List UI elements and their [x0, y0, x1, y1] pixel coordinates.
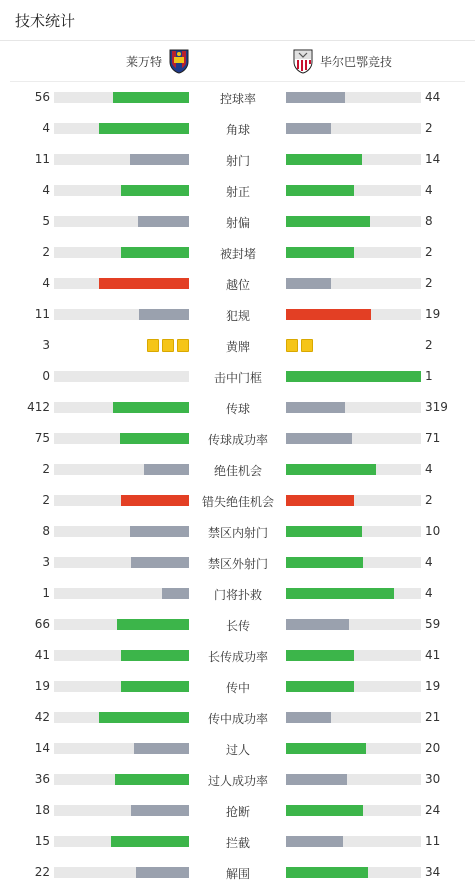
home-stat-bar — [54, 154, 189, 165]
away-stat-bar-fill — [286, 92, 345, 103]
home-stat-bar — [54, 185, 189, 196]
away-stat-bar — [286, 836, 421, 847]
stat-row — [0, 394, 475, 425]
away-stat-bar-fill — [286, 216, 370, 227]
home-stat-value: 19 — [34, 679, 50, 693]
stat-label: 传中成功率 — [207, 712, 268, 726]
home-stat-bar-fill — [121, 681, 189, 692]
stat-row — [0, 115, 475, 146]
yellow-card-icon — [301, 339, 313, 352]
stat-label: 门将扑救 — [213, 588, 262, 602]
home-stat-bar — [54, 402, 189, 413]
away-stat-bar — [286, 774, 421, 785]
home-stat-bar — [54, 619, 189, 630]
home-stat-bar-fill — [111, 836, 189, 847]
home-stat-value: 56 — [34, 90, 50, 104]
home-stat-bar-fill — [134, 743, 189, 754]
page-title: 技术统计 — [15, 12, 76, 30]
stat-label: 角球 — [225, 123, 250, 137]
home-stat-value: 36 — [34, 772, 50, 786]
away-stat-value: 44 — [425, 90, 441, 104]
away-stat-bar — [286, 247, 421, 258]
stat-label: 黄牌 — [225, 340, 250, 354]
away-stat-value: 4 — [425, 183, 433, 197]
stat-label: 控球率 — [219, 92, 256, 106]
away-stat-value: 21 — [425, 710, 441, 724]
stat-row — [0, 859, 475, 890]
athletic-bilbao-crest-icon — [292, 48, 314, 74]
away-stat-bar — [286, 805, 421, 816]
home-stat-bar-fill — [113, 402, 189, 413]
home-stat-bar — [54, 371, 189, 382]
stat-row — [0, 239, 475, 270]
away-stat-bar-fill — [286, 805, 363, 816]
stat-label: 禁区外射门 — [207, 557, 268, 571]
stat-label: 绝佳机会 — [213, 464, 262, 478]
home-stat-bar — [54, 805, 189, 816]
stat-row — [0, 456, 475, 487]
home-stat-value: 412 — [27, 400, 50, 414]
away-stat-value: 71 — [425, 431, 441, 445]
stat-label: 长传成功率 — [207, 650, 268, 664]
away-stat-value: 4 — [425, 462, 433, 476]
away-stat-value: 41 — [425, 648, 441, 662]
away-stat-bar-fill — [286, 526, 362, 537]
home-stat-value: 2 — [42, 245, 50, 259]
home-stat-bar-fill — [113, 92, 189, 103]
away-stat-bar — [286, 712, 421, 723]
away-stat-bar — [286, 216, 421, 227]
away-stat-bar-fill — [286, 185, 354, 196]
home-stat-value: 0 — [42, 369, 50, 383]
stat-row — [0, 518, 475, 549]
stat-row — [0, 146, 475, 177]
home-stat-bar — [54, 92, 189, 103]
yellow-card-icon — [177, 339, 189, 352]
stat-row — [0, 487, 475, 518]
away-stat-bar-fill — [286, 154, 362, 165]
away-stat-value: 30 — [425, 772, 441, 786]
home-stat-bar — [54, 247, 189, 258]
away-stat-bar-fill — [286, 123, 331, 134]
home-stat-bar-fill — [121, 247, 189, 258]
stat-label: 击中门框 — [213, 371, 262, 385]
stat-row — [0, 270, 475, 301]
stat-label: 射正 — [225, 185, 250, 199]
away-stat-bar-fill — [286, 681, 354, 692]
stat-row — [0, 611, 475, 642]
away-stat-value: 59 — [425, 617, 441, 631]
home-stat-bar — [54, 588, 189, 599]
home-stat-bar-fill — [139, 309, 189, 320]
away-stat-value: 11 — [425, 834, 441, 848]
home-stat-value: 66 — [34, 617, 50, 631]
home-stat-bar — [54, 495, 189, 506]
stat-label: 传球成功率 — [207, 433, 268, 447]
home-stat-bar — [54, 557, 189, 568]
stat-label: 拦截 — [225, 836, 250, 850]
home-stat-bar — [54, 433, 189, 444]
home-stat-bar-fill — [115, 774, 189, 785]
away-stat-bar — [286, 650, 421, 661]
away-stat-bar-fill — [286, 402, 345, 413]
stat-row — [0, 642, 475, 673]
home-stat-value: 3 — [42, 555, 50, 569]
home-stat-value: 4 — [42, 121, 50, 135]
away-stat-bar-fill — [286, 774, 347, 785]
stat-row — [0, 797, 475, 828]
home-stat-bar — [54, 836, 189, 847]
home-stat-bar-fill — [99, 712, 189, 723]
away-team[interactable] — [292, 47, 392, 75]
away-stat-bar-fill — [286, 650, 354, 661]
away-stat-value: 2 — [425, 338, 433, 352]
home-stat-value: 11 — [34, 307, 50, 321]
away-stat-value: 20 — [425, 741, 441, 755]
away-stat-value: 19 — [425, 307, 441, 321]
stat-row — [0, 177, 475, 208]
home-stat-value: 1 — [42, 586, 50, 600]
away-stat-value: 34 — [425, 865, 441, 879]
stat-row — [0, 301, 475, 332]
home-stat-value: 41 — [34, 648, 50, 662]
away-stat-value: 2 — [425, 245, 433, 259]
away-stat-bar — [286, 154, 421, 165]
away-stat-bar-fill — [286, 247, 354, 258]
away-stat-bar-fill — [286, 464, 376, 475]
away-stat-bar-fill — [286, 867, 368, 878]
home-stat-bar — [54, 309, 189, 320]
stat-row — [0, 425, 475, 456]
home-stat-bar-fill — [130, 154, 189, 165]
stat-row — [0, 332, 475, 363]
home-stat-value: 18 — [34, 803, 50, 817]
home-stat-value: 11 — [34, 152, 50, 166]
away-stat-bar-fill — [286, 712, 331, 723]
home-yellow-cards — [147, 339, 189, 352]
home-stat-bar — [54, 526, 189, 537]
home-stat-bar — [54, 774, 189, 785]
title-divider — [0, 40, 475, 41]
stat-row — [0, 828, 475, 859]
home-stat-bar — [54, 712, 189, 723]
home-stat-bar — [54, 867, 189, 878]
home-stat-bar — [54, 216, 189, 227]
away-stat-bar — [286, 309, 421, 320]
home-stat-bar-fill — [130, 526, 189, 537]
home-stat-value: 8 — [42, 524, 50, 538]
home-stat-bar — [54, 743, 189, 754]
away-stat-value: 24 — [425, 803, 441, 817]
stats-list — [0, 84, 475, 890]
home-stat-value: 2 — [42, 493, 50, 507]
home-stat-value: 22 — [34, 865, 50, 879]
away-stat-value: 14 — [425, 152, 441, 166]
home-team-name: 莱万特 — [126, 54, 163, 69]
home-stat-bar-fill — [117, 619, 189, 630]
stat-label: 射门 — [225, 154, 250, 168]
home-stat-bar-fill — [99, 278, 189, 289]
home-stat-value: 42 — [34, 710, 50, 724]
away-stat-bar — [286, 371, 421, 382]
stat-row — [0, 766, 475, 797]
home-stat-bar — [54, 650, 189, 661]
away-stat-bar-fill — [286, 278, 331, 289]
away-stat-value: 4 — [425, 555, 433, 569]
home-stat-value: 14 — [34, 741, 50, 755]
away-stat-value: 319 — [425, 400, 448, 414]
away-stat-bar-fill — [286, 836, 343, 847]
away-stat-bar-fill — [286, 495, 354, 506]
away-stat-bar-fill — [286, 743, 366, 754]
away-stat-bar — [286, 185, 421, 196]
home-stat-value: 4 — [42, 183, 50, 197]
away-stat-bar-fill — [286, 557, 363, 568]
away-stat-bar — [286, 92, 421, 103]
home-stat-bar-fill — [144, 464, 189, 475]
team-divider — [10, 81, 465, 82]
home-stat-bar-fill — [162, 588, 189, 599]
away-stat-value: 1 — [425, 369, 433, 383]
away-stat-bar — [286, 526, 421, 537]
home-stat-bar-fill — [131, 805, 189, 816]
home-stat-bar-fill — [138, 216, 189, 227]
stat-row — [0, 580, 475, 611]
away-stat-bar-fill — [286, 371, 421, 382]
home-stat-value: 4 — [42, 276, 50, 290]
stat-row — [0, 673, 475, 704]
away-stat-bar — [286, 557, 421, 568]
away-stat-bar — [286, 588, 421, 599]
away-stat-value: 8 — [425, 214, 433, 228]
away-stat-bar-fill — [286, 309, 371, 320]
away-stat-bar-fill — [286, 619, 349, 630]
home-stat-bar — [54, 464, 189, 475]
away-stat-value: 10 — [425, 524, 441, 538]
stat-label: 射偏 — [225, 216, 250, 230]
home-stat-bar-fill — [121, 495, 189, 506]
home-stat-value: 2 — [42, 462, 50, 476]
away-stat-bar — [286, 495, 421, 506]
stat-label: 长传 — [225, 619, 250, 633]
away-stat-bar — [286, 681, 421, 692]
stat-label: 禁区内射门 — [207, 526, 268, 540]
away-stat-bar-fill — [286, 588, 394, 599]
away-team-name: 毕尔巴鄂竞技 — [320, 54, 393, 69]
stat-label: 解围 — [225, 867, 250, 881]
yellow-card-icon — [147, 339, 159, 352]
stat-row — [0, 549, 475, 580]
home-stat-value: 3 — [42, 338, 50, 352]
stat-label: 越位 — [225, 278, 250, 292]
away-stat-bar — [286, 402, 421, 413]
home-stat-bar-fill — [121, 650, 189, 661]
home-stat-bar — [54, 681, 189, 692]
stat-label: 传球 — [225, 402, 250, 416]
home-stat-value: 75 — [34, 431, 50, 445]
away-yellow-cards — [286, 339, 313, 352]
stat-label: 犯规 — [225, 309, 250, 323]
away-stat-bar — [286, 464, 421, 475]
yellow-card-icon — [162, 339, 174, 352]
away-stat-bar — [286, 433, 421, 444]
home-stat-bar — [54, 123, 189, 134]
stat-label: 过人 — [225, 743, 250, 757]
stat-label: 错失绝佳机会 — [201, 495, 274, 509]
away-stat-value: 19 — [425, 679, 441, 693]
away-stat-bar — [286, 867, 421, 878]
stat-label: 过人成功率 — [207, 774, 268, 788]
away-stat-value: 2 — [425, 276, 433, 290]
stat-label: 传中 — [225, 681, 250, 695]
home-stat-bar-fill — [136, 867, 189, 878]
yellow-card-icon — [286, 339, 298, 352]
away-stat-bar — [286, 123, 421, 134]
stat-row — [0, 704, 475, 735]
away-stat-value: 4 — [425, 586, 433, 600]
stat-row — [0, 363, 475, 394]
stat-row — [0, 84, 475, 115]
away-stat-value: 2 — [425, 121, 433, 135]
home-stat-value: 5 — [42, 214, 50, 228]
home-stat-bar-fill — [120, 433, 189, 444]
home-stat-value: 15 — [34, 834, 50, 848]
home-stat-bar-fill — [99, 123, 189, 134]
away-stat-bar — [286, 619, 421, 630]
home-stat-bar-fill — [121, 185, 189, 196]
home-team[interactable] — [126, 47, 190, 75]
away-stat-value: 2 — [425, 493, 433, 507]
stat-label: 被封堵 — [219, 247, 256, 261]
away-stat-bar-fill — [286, 433, 352, 444]
levante-crest-icon — [168, 48, 190, 74]
stat-label: 抢断 — [225, 805, 250, 819]
away-stat-bar — [286, 743, 421, 754]
home-stat-bar-fill — [131, 557, 189, 568]
stat-row — [0, 735, 475, 766]
away-stat-bar — [286, 278, 421, 289]
stat-row — [0, 208, 475, 239]
home-stat-bar — [54, 278, 189, 289]
